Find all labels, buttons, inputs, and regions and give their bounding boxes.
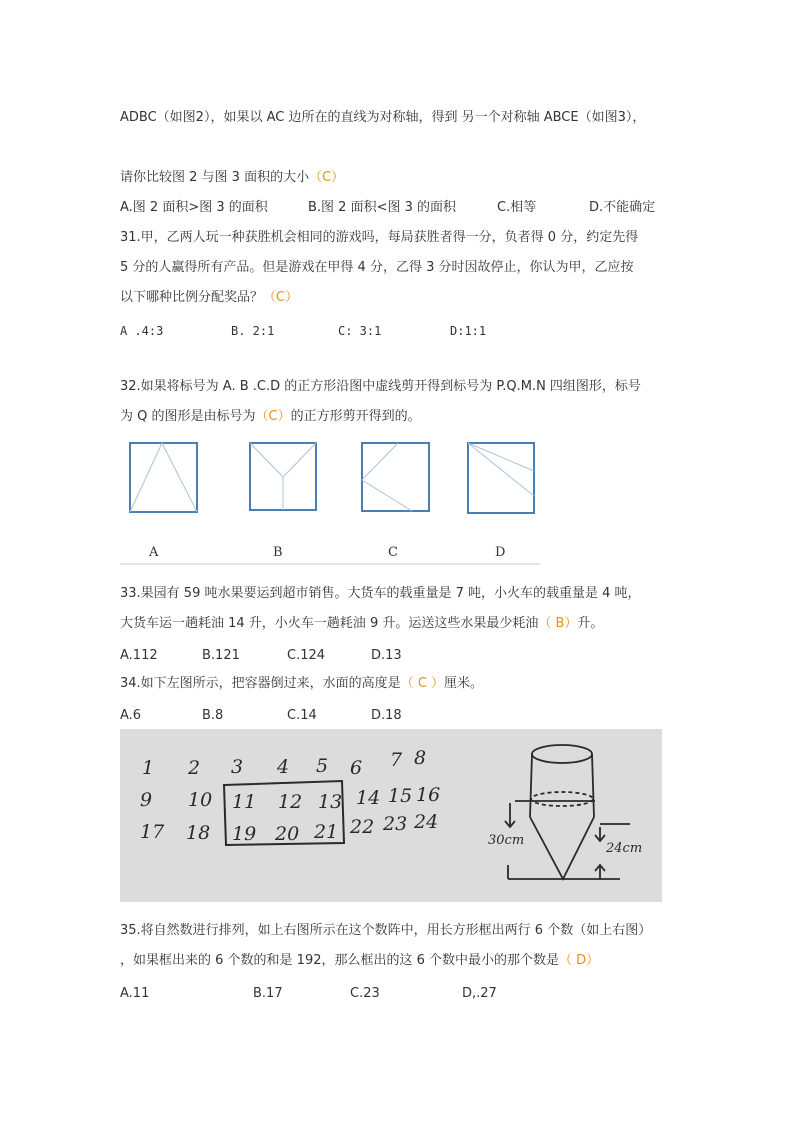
- square-label-b: B: [273, 545, 283, 560]
- square-c: [362, 443, 429, 511]
- q31-option-c: C: 3:1: [338, 324, 382, 338]
- question-30-line-2: [120, 168, 344, 188]
- grid-number: 23: [383, 813, 408, 835]
- question-33-line-2: [120, 614, 603, 634]
- handwritten-photo: [120, 729, 662, 902]
- grid-number: 9: [140, 789, 153, 811]
- square-a: [130, 443, 197, 512]
- handwritten-drawing: [120, 729, 662, 902]
- grid-number: 11: [232, 791, 257, 813]
- container-drawing: [505, 745, 630, 879]
- square-label-a: A: [149, 545, 159, 560]
- question-35-line-2: [120, 951, 599, 971]
- grid-number: 18: [186, 822, 211, 844]
- question-35-answer: （ D）: [559, 953, 600, 968]
- grid-number: 20: [275, 823, 300, 845]
- grid-number: 14: [356, 787, 381, 809]
- question-34-text-a: 34.如下左图所示，把容器倒过来，水面的高度是: [120, 676, 401, 691]
- q34-option-c: C.14: [287, 708, 317, 723]
- selection-box: [224, 781, 344, 845]
- q31-option-a: A .4:3: [120, 324, 164, 338]
- square-d: [468, 443, 534, 513]
- q30-option-d: D.不能确定: [589, 200, 656, 215]
- grid-number: 3: [231, 756, 244, 778]
- question-30-answer: （C）: [309, 170, 345, 185]
- question-30-text-2: 请你比较图 2 与图 3 面积的大小: [120, 170, 310, 185]
- question-34-text-b: 厘米。: [444, 676, 484, 691]
- squares-figure: [120, 435, 540, 565]
- question-35-text-2: ，如果框出来的 6 个数的和是 192，那么框出的这 6 个数中最小的那个数是: [120, 953, 560, 968]
- question-33-text-2a: 大货车运一趟耗油 14 升，小火车一趟耗油 9 升。运送这些水果最少耗油: [120, 616, 539, 631]
- square-label-d: D: [495, 545, 506, 560]
- question-33-answer: （ B）: [538, 616, 578, 631]
- q33-option-a: A.112: [120, 648, 158, 663]
- grid-number: 5: [316, 755, 329, 777]
- grid-number: 13: [318, 791, 343, 813]
- q35-option-c: C.23: [350, 986, 380, 1001]
- q31-option-d: D:1:1: [450, 324, 487, 338]
- question-32-answer: （C）: [255, 409, 291, 424]
- q34-option-d: D.18: [371, 708, 402, 723]
- question-31-answer: （C）: [263, 290, 299, 305]
- grid-number: 7: [390, 749, 403, 771]
- question-31-line-1: 31.甲，乙两人玩一种获胜机会相同的游戏吗，每局获胜者得一分，负者得 0 分，约定先得: [120, 230, 639, 245]
- grid-number: 4: [277, 756, 290, 778]
- question-32-line-2: [120, 407, 421, 427]
- square-b: [250, 443, 316, 510]
- grid-number: 24: [414, 811, 439, 833]
- question-35-line-1: 35.将自然数进行排列，如上右图所示在这个数阵中，用长方形框出两行 6 个数（如上右图）: [120, 923, 652, 938]
- q34-option-b: B.8: [202, 708, 224, 723]
- question-32-text-2b: 的正方形剪开得到的。: [290, 409, 421, 424]
- question-33-text-2b: 升。: [577, 616, 604, 631]
- grid-number: 8: [414, 747, 427, 769]
- question-32-text-2a: 为 Q 的图形是由标号为: [120, 409, 256, 424]
- question-33-line-1: 33.果园有 59 吨水果要运到超市销售。大货车的载重量是 7 吨，小火车的载重量是 4 吨，: [120, 586, 641, 601]
- question-31-line-2: 5 分的人赢得所有产品。但是游戏在甲得 4 分，乙得 3 分时因故停止，你认为甲，乙应按: [120, 260, 634, 275]
- grid-number: 22: [350, 816, 375, 838]
- question-31-line-3: [120, 288, 298, 308]
- q35-option-d: D,.27: [462, 986, 497, 1001]
- grid-number: 6: [350, 757, 363, 779]
- grid-number: 12: [278, 791, 303, 813]
- q30-option-b: B.图 2 面积<图 3 的面积: [308, 200, 457, 215]
- question-34-line-1: [120, 674, 483, 694]
- container-height-left: 30cm: [488, 833, 525, 848]
- q30-option-c: C.相等: [497, 200, 537, 215]
- q35-option-b: B.17: [253, 986, 283, 1001]
- question-34-answer: （ C ）: [400, 676, 445, 691]
- question-32-line-1: 32.如果将标号为 A. B .C.D 的正方形沿图中虚线剪开得到标号为 P.Q.M.N 四组图形，标号: [120, 379, 641, 394]
- grid-number: 17: [140, 821, 165, 843]
- grid-number: 10: [188, 789, 213, 811]
- q33-option-c: C.124: [287, 648, 326, 663]
- grid-number: 19: [232, 823, 257, 845]
- grid-number: 15: [388, 785, 413, 807]
- grid-number: 21: [314, 821, 339, 843]
- q35-option-a: A.11: [120, 986, 150, 1001]
- q33-option-b: B.121: [202, 648, 240, 663]
- grid-number: 16: [416, 784, 441, 806]
- grid-number: 2: [188, 757, 201, 779]
- q34-option-a: A.6: [120, 708, 142, 723]
- question-30-line-1: [120, 108, 645, 128]
- question-31-text-3: 以下哪种比例分配奖品？: [120, 290, 264, 305]
- square-label-c: C: [388, 545, 398, 560]
- q30-option-a: A.图 2 面积>图 3 的面积: [120, 200, 268, 215]
- q33-option-d: D.13: [371, 648, 402, 663]
- q31-option-b: B. 2:1: [231, 324, 275, 338]
- question-30-text-1: ADBC（如图2），如果以 AC 边所在的直线为对称轴，得到 另一个对称轴 ABCE（如图3），: [120, 110, 646, 125]
- container-height-right: 24cm: [606, 841, 643, 856]
- grid-number: 1: [142, 757, 155, 779]
